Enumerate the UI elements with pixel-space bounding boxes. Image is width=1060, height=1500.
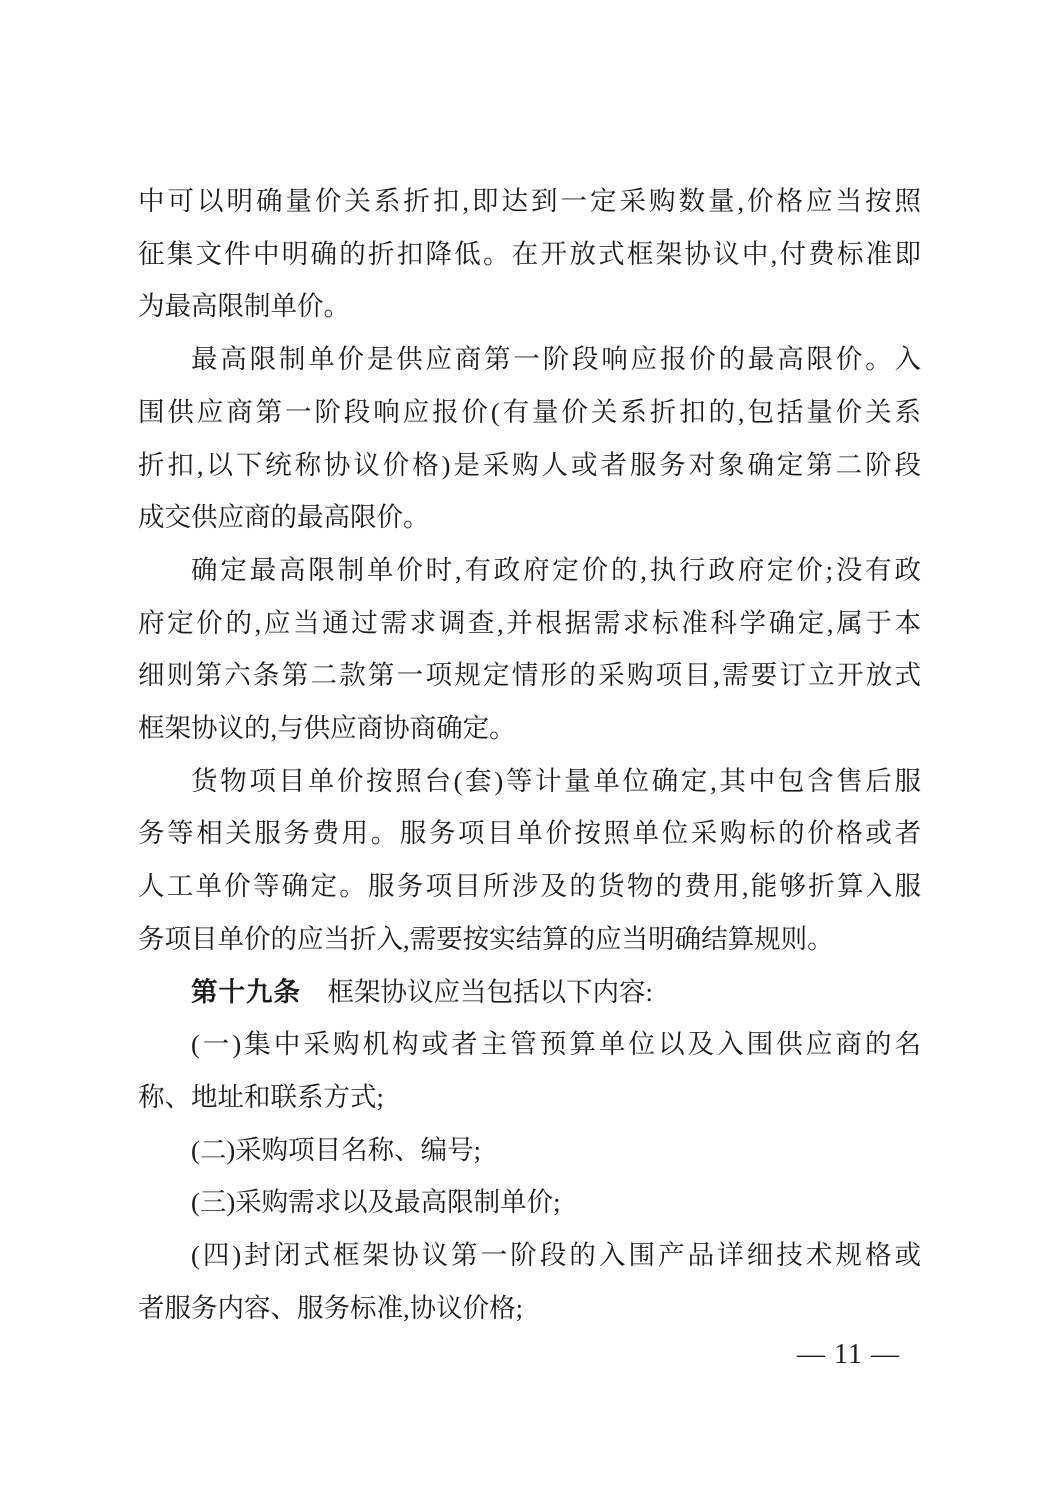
paragraph-item-3 — [138, 1176, 921, 1229]
text-line: 征集文件中明确的折扣降低。在开放式框架协议中,付费标准即 — [138, 238, 921, 269]
text-line: (二)采购项目名称、编号; — [191, 1134, 482, 1165]
text-line: (四)封闭式框架协议第一阶段的入围产品详细技术规格或 — [191, 1240, 921, 1271]
paragraph-item-4 — [138, 1229, 921, 1334]
text-line: 细则第六条第二款第一项规定情形的采购项目,需要订立开放式 — [138, 660, 921, 691]
page-number: — 11 — — [797, 1339, 900, 1370]
paragraph-item-1 — [138, 1018, 921, 1123]
document-page-body — [138, 175, 921, 1334]
article-title-text: 框架协议应当包括以下内容: — [327, 976, 653, 1007]
text-line: 务等相关服务费用。服务项目单价按照单位采购标的价格或者 — [138, 818, 921, 849]
paragraph-item-2 — [138, 1124, 921, 1177]
article-number: 第十九条 — [191, 976, 301, 1007]
paragraph — [138, 333, 921, 544]
text-line: 确定最高限制单价时,有政府定价的,执行政府定价;没有政 — [191, 554, 921, 585]
text-line: 务项目单价的应当折入,需要按实结算的应当明确结算规则。 — [138, 923, 834, 954]
text-line: (一)集中采购机构或者主管预算单位以及入围供应商的名 — [191, 1029, 921, 1060]
text-line: 货物项目单价按照台(套)等计量单位确定,其中包含售后服 — [191, 765, 921, 796]
text-line: 人工单价等确定。服务项目所涉及的货物的费用,能够折算入服 — [138, 871, 921, 902]
text-line: 框架协议的,与供应商协商确定。 — [138, 713, 516, 744]
paragraph-article-19 — [138, 966, 921, 1019]
text-line: (三)采购需求以及最高限制单价; — [191, 1187, 561, 1218]
text-line: 者服务内容、服务标准,协议价格; — [138, 1292, 523, 1323]
text-line: 最高限制单价是供应商第一阶段响应报价的最高限价。入 — [191, 344, 921, 375]
paragraph — [138, 755, 921, 966]
paragraph — [138, 175, 921, 333]
text-line: 成交供应商的最高限价。 — [138, 502, 430, 533]
text-line: 府定价的,应当通过需求调查,并根据需求标准科学确定,属于本 — [138, 607, 921, 638]
text-line: 中可以明确量价关系折扣,即达到一定采购数量,价格应当按照 — [138, 186, 921, 216]
text-line: 为最高限制单价。 — [138, 291, 350, 322]
text-line — [138, 966, 921, 1019]
paragraph — [138, 544, 921, 755]
text-line: 称、地址和联系方式; — [138, 1081, 384, 1112]
text-line: 围供应商第一阶段响应报价(有量价关系折扣的,包括量价关系 — [138, 396, 921, 427]
text-line: 折扣,以下统称协议价格)是采购人或者服务对象确定第二阶段 — [138, 449, 921, 480]
